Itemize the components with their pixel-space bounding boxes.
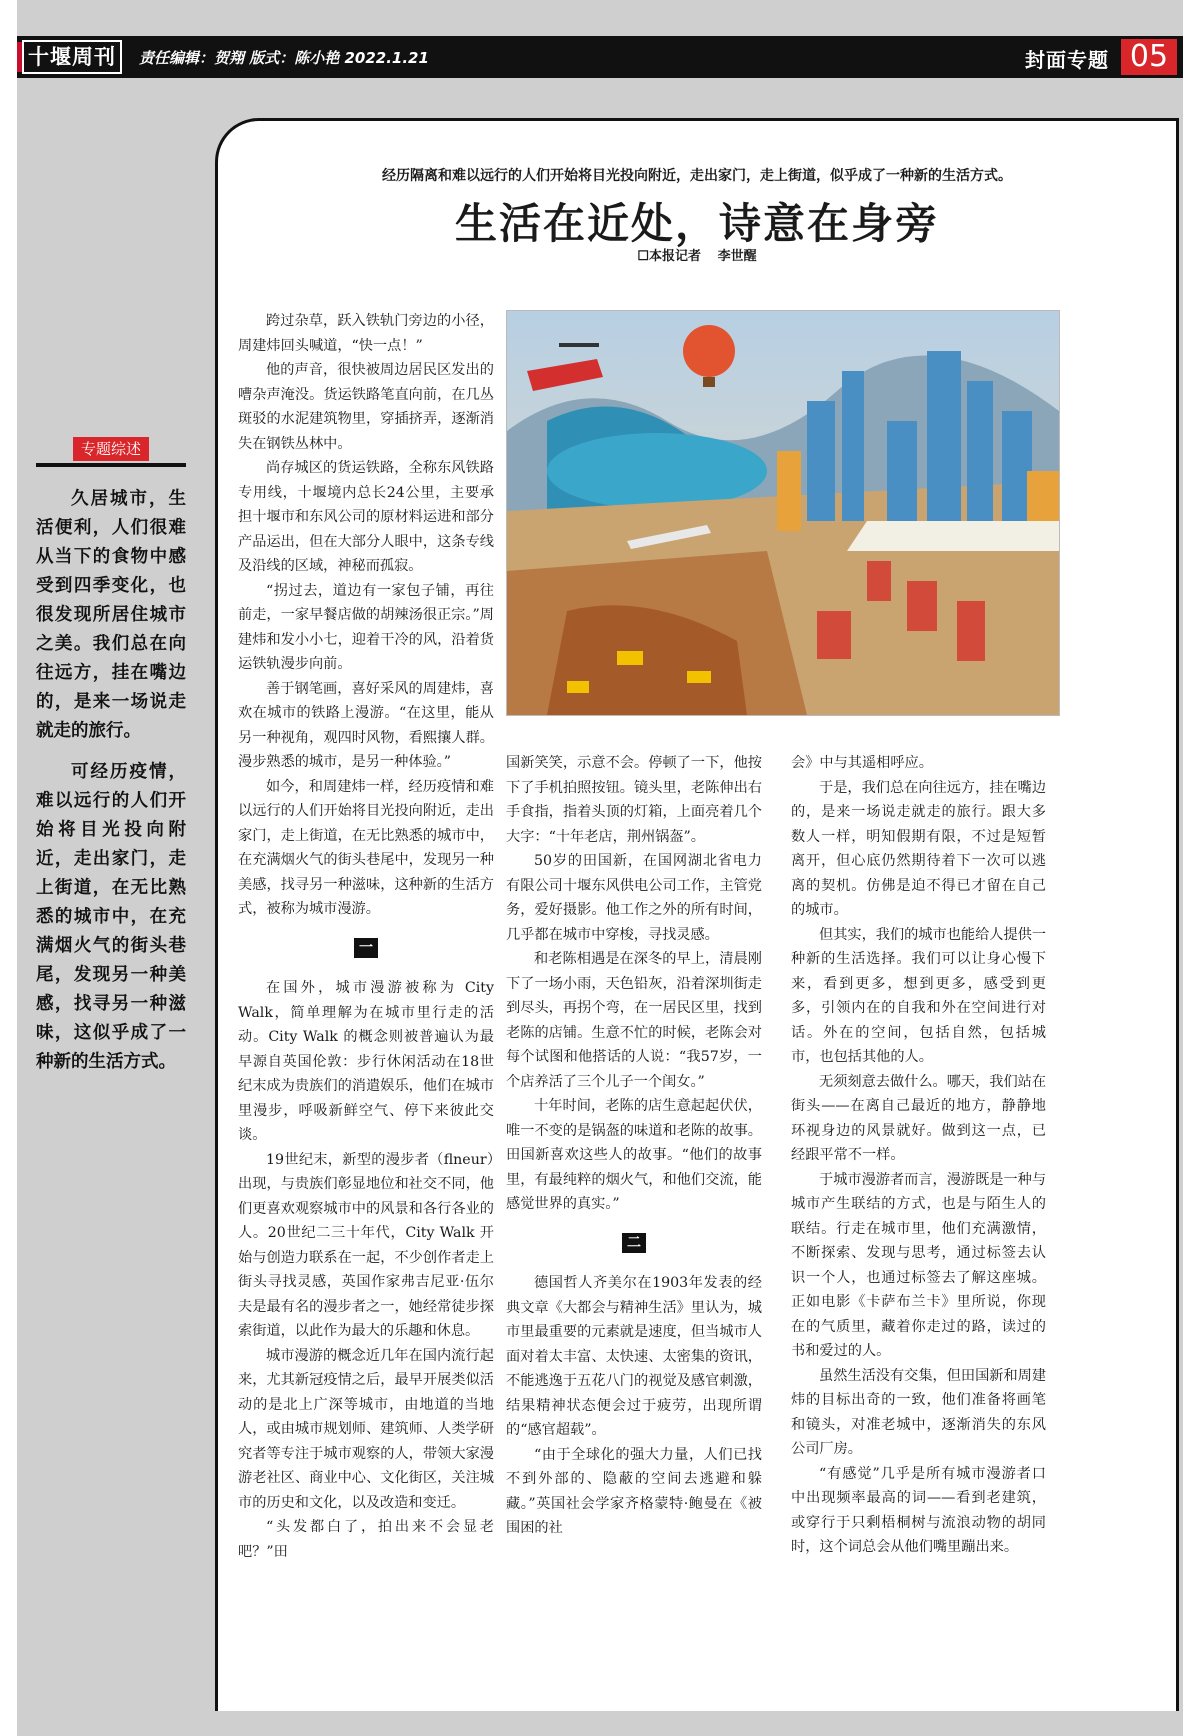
- body-paragraph: 尚存城区的货运铁路，全称东风铁路专用线，十堰境内总长24公里，主要承担十堰市和东风公司的原材料运进和部分产品运出，但在大部分人眼中，这条专线及沿线的区域，神秘而孤寂。: [238, 460, 494, 574]
- section-marker-1: 一: [238, 936, 494, 961]
- body-paragraph: “有感觉”几乎是所有城市漫游者口中出现频率最高的词——看到老建筑，或穿行于只剩梧桐树与流浪动物的胡同时，这个词总会从他们嘴里蹦出来。: [791, 1465, 1046, 1555]
- body-paragraph: 但其实，我们的城市也能给人提供一种新的生活选择。我们可以让身心慢下来，看到更多，想到更多，感受到更多，引领内在的自我和外在空间进行对话。外在的空间，包括自然，包括城市，也包括其他的人。: [791, 926, 1047, 1065]
- body-paragraph: 国新笑笑，示意不会。停顿了一下，他按下了手机拍照按钮。镜头里，老陈伸出右手食指，指着头顶的灯箱，上面亮着几个大字：“十年老店，荆州锅盔”。: [506, 755, 762, 845]
- sidebar-rule: [36, 463, 186, 467]
- masthead: [17, 36, 127, 78]
- article-column-3: [791, 751, 1046, 1560]
- sidebar-tag: 专题综述: [73, 437, 149, 461]
- page-number: 05: [1121, 39, 1177, 75]
- body-paragraph: 于是，我们总在向往远方，挂在嘴边的，是来一场说走就走的旅行。跟大多数人一样，明知假期有限，不过是短暂离开，但心底仍然期待着下一次可以逃离的契机。仿佛是迫不得已才留在自己的城市。: [791, 779, 1047, 918]
- body-paragraph: 50岁的田国新，在国网湖北省电力有限公司十堰东风供电公司工作，主管党务，爱好摄影。他工作之外的所有时间，几乎都在城市中穿梭，寻找灵感。: [506, 853, 762, 943]
- body-paragraph: 十年时间，老陈的店生意起起伏伏，唯一不变的是锅盔的味道和老陈的故事。田国新喜欢这些人的故事。“他们的故事里，有最纯粹的烟火气，和他们交流，能感觉世界的真实。”: [506, 1098, 762, 1212]
- article-byline: [218, 245, 1176, 264]
- article-column-2: [506, 751, 762, 1541]
- body-paragraph: 善于钢笔画，喜好采风的周建炜，喜欢在城市的铁路上漫游。“在这里，能从另一种视角，观四时风物，看熙攘人群。漫步熟悉的城市，是另一种体验。”: [238, 680, 494, 770]
- body-paragraph: 如今，和周建炜一样，经历疫情和难以远行的人们开始将目光投向附近，走出家门，走上街道，在无比熟悉的城市中，在充满烟火气的街头巷尾中，发现另一种美感，找寻另一种滋味，这种新的生活方式，被称为城市漫游。: [238, 778, 494, 917]
- page-header: [17, 36, 1183, 78]
- article-panel: [215, 118, 1179, 1711]
- body-paragraph: 19世纪末，新型的漫步者（flneur）出现，与贵族们彰显地位和社交不同，他们更喜欢观察城市中的风景和各行各业的人。20世纪二三十年代，City Walk 开始与创造力联系在一起，不少创作者走上街头寻找灵感，英国作家弗吉尼亚·伍尔夫是最有名的漫步者之一，她经常徒步探索街道，以此作为最大的乐趣和休息。: [238, 1151, 494, 1339]
- sidebar-summary: [36, 437, 186, 1089]
- body-paragraph: 和老陈相遇是在深冬的早上，清晨刚下了一场小雨，天色铅灰，沿着深圳街走到尽头，再拐个弯，在一居民区里，找到老陈的店铺。生意不忙的时候，老陈会对每个试图和他搭话的人说：“我57岁，一个店养活了三个儿子一个闺女。”: [506, 951, 762, 1090]
- masthead-accent-bar: [17, 42, 22, 72]
- sidebar-paragraph: 可经历疫情，难以远行的人们开始将目光投向附近，走出家门，走上街道，在无比熟悉的城市中，在充满烟火气的街头巷尾，发现另一种美感，找寻另一种滋味，这似乎成了一种新的生活方式。: [36, 762, 186, 1072]
- section-marker-2: 二: [506, 1231, 762, 1256]
- city-illustration: [507, 311, 1059, 715]
- article-deck: 经历隔离和难以远行的人们开始将目光投向附近，走出家门，走上街道，似乎成了一种新的生活方式。: [382, 168, 1012, 184]
- byline-name: 李世醒: [717, 249, 757, 264]
- article-headline: 生活在近处，诗意在身旁: [454, 199, 939, 248]
- body-paragraph: 跨过杂草，跃入铁轨门旁边的小径，周建炜回头喊道，“快一点！”: [238, 313, 494, 354]
- body-paragraph: “头发都白了，拍出来不会显老吧？”田: [238, 1519, 494, 1560]
- body-paragraph: 德国哲人齐美尔在1903年发表的经典文章《大都会与精神生活》里认为，城市里最重要的元素就是速度，但当城市人面对着太丰富、太快速、太密集的资讯，不能逃逸于五花八门的视觉及感官刺激，结果精神状态便会过于疲劳，出现所谓的“感官超载”。: [506, 1275, 762, 1438]
- masthead-title: 十堰周刊: [22, 40, 122, 74]
- body-paragraph: 虽然生活没有交集，但田国新和周建炜的目标出奇的一致，他们准备将画笔和镜头，对准老城中，逐渐消失的东风公司厂房。: [791, 1367, 1047, 1457]
- body-paragraph: 无须刻意去做什么。哪天，我们站在街头——在离自己最近的地方，静静地环视身边的风景就好。做到这一点，已经跟平常不一样。: [791, 1073, 1047, 1163]
- section-title: 封面专题: [1025, 48, 1109, 72]
- article-column-1: [238, 309, 494, 1564]
- body-paragraph: 会》中与其遥相呼应。: [791, 755, 933, 771]
- hero-illustration: [506, 310, 1060, 716]
- sidebar-paragraph: 久居城市，生活便利，人们很难从当下的食物中感受到四季变化，也很发现所居住城市之美。我们总在向往远方，挂在嘴边的，是来一场说走就走的旅行。: [36, 489, 186, 741]
- sidebar-text: [36, 485, 186, 1077]
- body-paragraph: “拐过去，道边有一家包子铺，再往前走，一家早餐店做的胡辣汤很正宗。”周建炜和发小小七，迎着干冷的风，沿着货运铁轨漫步向前。: [238, 582, 494, 672]
- body-paragraph: 城市漫游的概念近几年在国内流行起来，尤其新冠疫情之后，最早开展类似活动的是北上广深等城市，由地道的当地人，或由城市规划师、建筑师、人类学研究者等专注于城市观察的人，带领大家漫游老社区、商业中心、文化街区，关注城市的历史和文化，以及改造和变迁。: [238, 1347, 494, 1511]
- body-paragraph: “由于全球化的强大力量，人们已找不到外部的、隐蔽的空间去逃避和躲藏。”英国社会学家齐格蒙特·鲍曼在《被围困的社: [506, 1446, 762, 1536]
- byline-prefix: ☐本报记者: [637, 249, 702, 264]
- body-paragraph: 他的声音，很快被周边居民区发出的嘈杂声淹没。货运铁路笔直向前，在几丛斑驳的水泥建筑物里，穿插挤弄，逐渐消失在钢铁丛林中。: [238, 362, 494, 452]
- sidebar-tag-wrap: [36, 437, 186, 463]
- editor-credits: 责任编辑：贺翔 版式：陈小艳 2022.1.21: [139, 49, 429, 67]
- body-paragraph: 于城市漫游者而言，漫游既是一种与城市产生联结的方式，也是与陌生人的联结。行走在城市里，他们充满激情，不断探索、发现与思考，通过标签去认识一个人，也通过标签去了解这座城。正如电影《卡萨布兰卡》里所说，你现在的气质里，藏着你走过的路，读过的书和爱过的人。: [791, 1171, 1047, 1359]
- body-paragraph: 在国外，城市漫游被称为 City Walk，简单理解为在城市里行走的活动。City Walk 的概念则被普遍认为最早源自英国伦敦：步行休闲活动在18世纪末成为贵族们的消遣娱乐，他们在城市里漫步，呼吸新鲜空气、停下来彼此交谈。: [238, 980, 494, 1143]
